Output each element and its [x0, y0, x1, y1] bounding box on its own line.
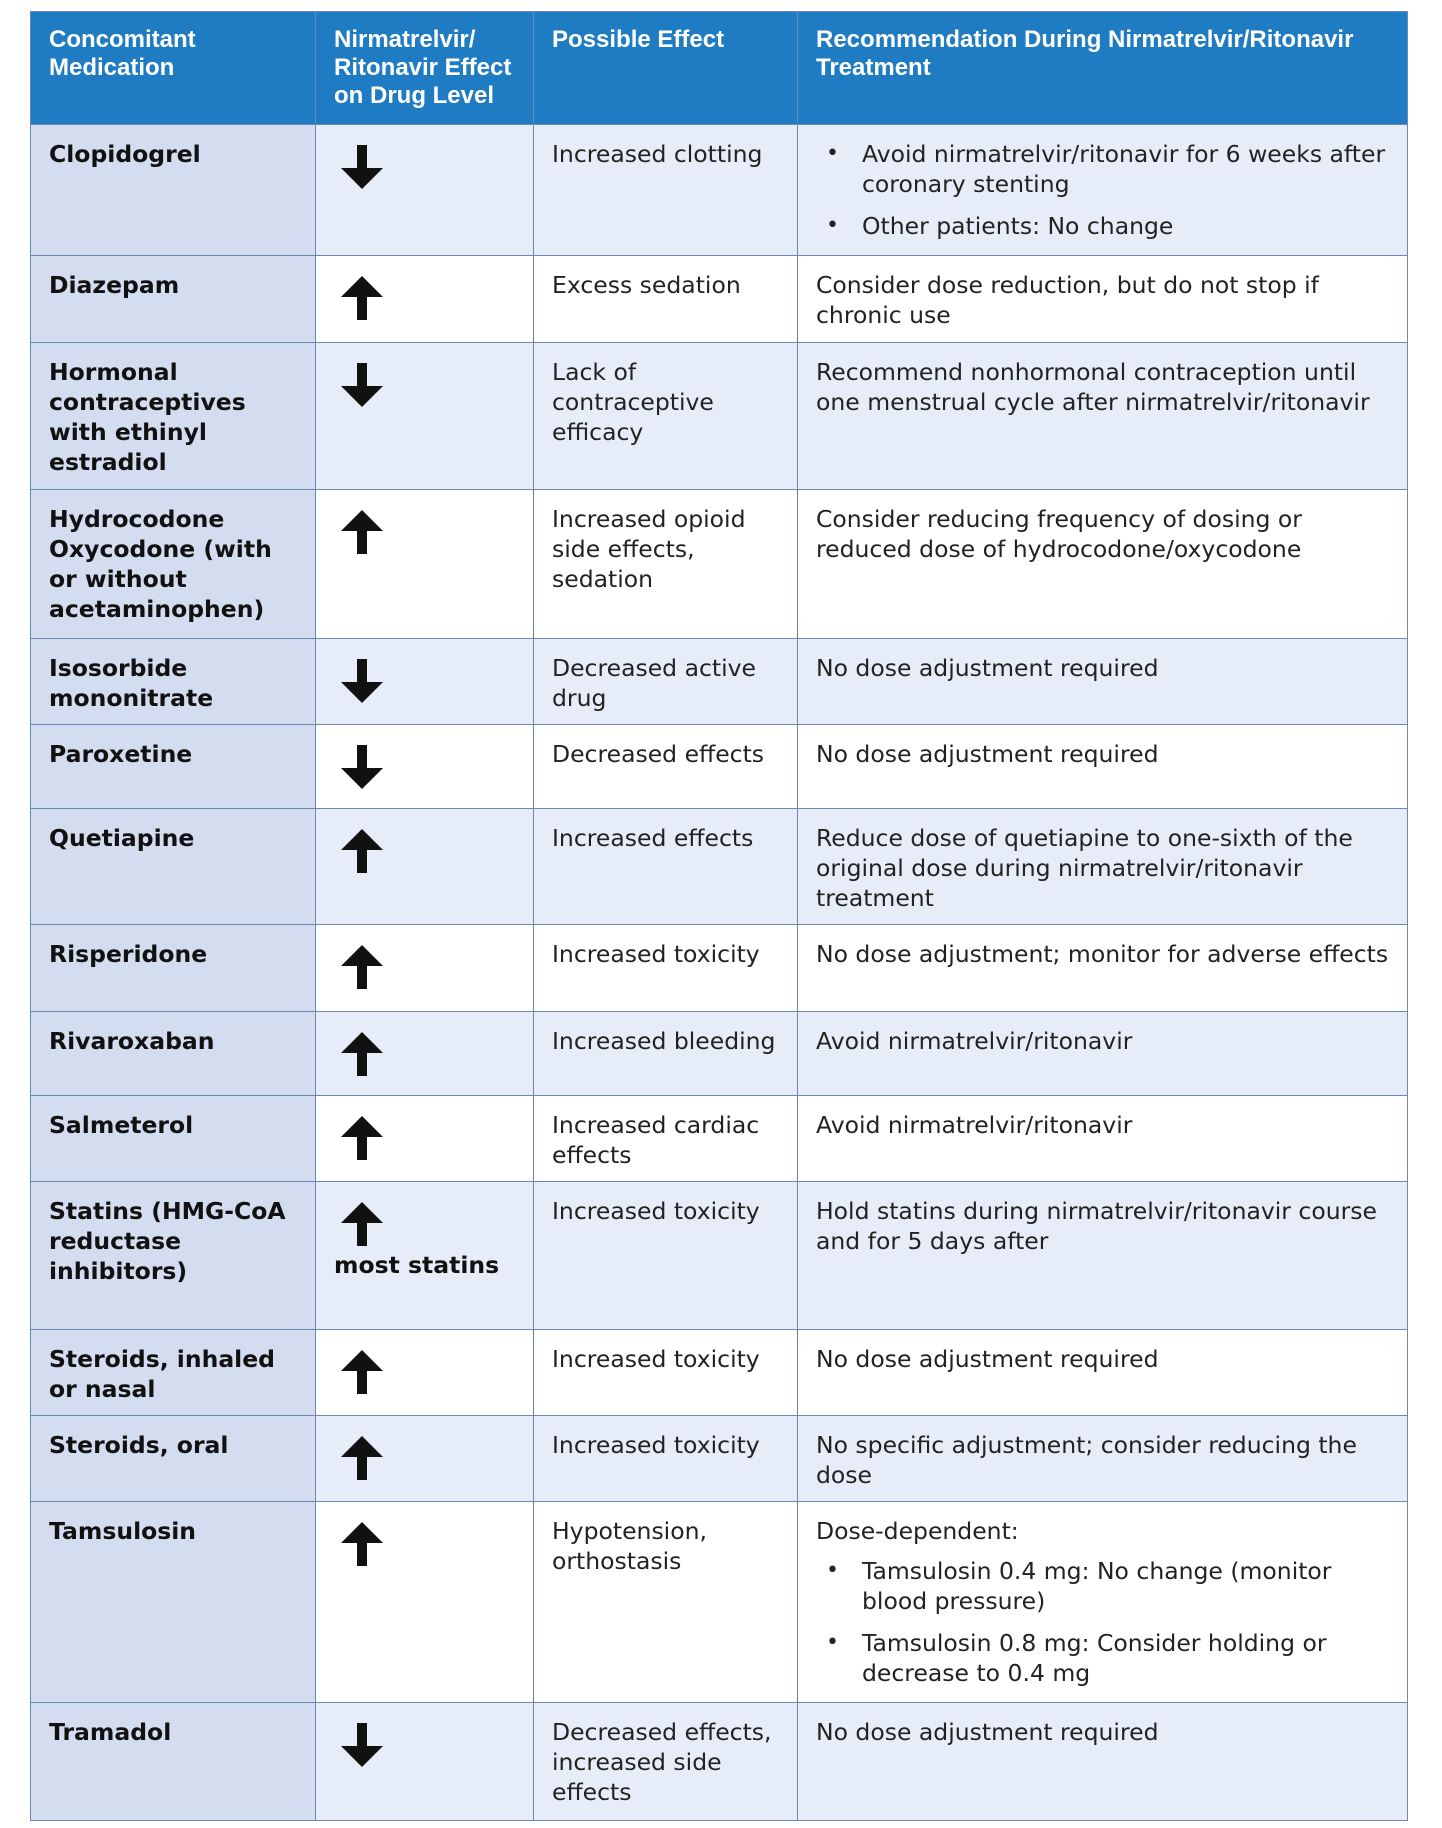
recommendation-text: Consider dose reduction, but do not stop if chronic use: [816, 271, 1319, 329]
possible-effect-cell: [534, 490, 798, 639]
medication-name: Hydrocodone Oxycodone (with or without acetaminophen): [49, 505, 272, 623]
drug-level-cell: [316, 725, 534, 809]
drug-level-cell: [316, 125, 534, 256]
drug-level-cell: [316, 1096, 534, 1182]
medication-cell: [31, 1096, 316, 1182]
medication-cell: [31, 639, 316, 725]
list-item: • Tamsulosin 0.4 mg: No change (monitor blood pressure): [816, 1556, 1389, 1616]
arrow-up-icon: [338, 1520, 386, 1568]
table-row: [31, 490, 1408, 639]
drug-level-cell: [316, 1703, 534, 1821]
recommendation-text: Reduce dose of quetiapine to one-sixth of the original dose during nirmatrelvir/ritonavir treatment: [816, 824, 1353, 912]
possible-effect-text: Decreased effects: [552, 740, 765, 768]
drug-interaction-table: [30, 11, 1408, 1821]
recommendation-cell: [798, 490, 1408, 639]
table-row: [31, 1416, 1408, 1502]
table-row: [31, 639, 1408, 725]
medication-cell: [31, 1330, 316, 1416]
medication-cell: [31, 1703, 316, 1821]
arrow-down-icon: [338, 361, 386, 409]
recommendation-bullets: [816, 1556, 1389, 1688]
arrow-up-icon: [338, 943, 386, 991]
drug-level-cell: [316, 1182, 534, 1330]
arrow-up-icon: [338, 1434, 386, 1482]
header-possible-effect: Possible Effect: [534, 12, 798, 125]
medication-name: Quetiapine: [49, 824, 195, 852]
drug-level-cell: [316, 1416, 534, 1502]
recommendation-cell: [798, 343, 1408, 490]
possible-effect-text: Decreased effects, increased side effects: [552, 1718, 772, 1806]
possible-effect-cell: [534, 125, 798, 256]
recommendation-text: No dose adjustment; monitor for adverse effects: [816, 940, 1389, 968]
medication-name: Rivaroxaban: [49, 1027, 215, 1055]
medication-name: Statins (HMG-CoA reductase inhibitors): [49, 1197, 286, 1285]
possible-effect-cell: [534, 1416, 798, 1502]
possible-effect-text: Excess sedation: [552, 271, 741, 299]
recommendation-cell: [798, 1703, 1408, 1821]
recommendation-cell: [798, 639, 1408, 725]
table-row: [31, 1502, 1408, 1703]
possible-effect-text: Increased toxicity: [552, 1345, 760, 1373]
recommendation-cell: [798, 1182, 1408, 1330]
table-row: [31, 925, 1408, 1012]
drug-level-cell: [316, 639, 534, 725]
recommendation-text: Avoid nirmatrelvir/ritonavir: [816, 1111, 1133, 1139]
table-row: [31, 1703, 1408, 1821]
recommendation-cell: [798, 256, 1408, 343]
possible-effect-cell: [534, 343, 798, 490]
drug-level-cell: [316, 1330, 534, 1416]
table-row: [31, 1182, 1408, 1330]
recommendation-cell: [798, 1012, 1408, 1096]
possible-effect-text: Increased toxicity: [552, 1431, 760, 1459]
medication-name: Risperidone: [49, 940, 208, 968]
arrow-down-icon: [338, 143, 386, 191]
table-row: [31, 125, 1408, 256]
possible-effect-cell: [534, 1182, 798, 1330]
arrow-up-icon: [338, 1114, 386, 1162]
arrow-up-icon: [338, 1348, 386, 1396]
possible-effect-text: Increased effects: [552, 824, 754, 852]
medication-cell: [31, 256, 316, 343]
possible-effect-text: Increased clotting: [552, 140, 763, 168]
possible-effect-cell: [534, 809, 798, 925]
medication-cell: [31, 1012, 316, 1096]
recommendation-text: No dose adjustment required: [816, 654, 1159, 682]
arrow-down-icon: [338, 657, 386, 705]
header-effect-on-drug-level: Nirmatrelvir/ Ritonavir Effect on Drug Level: [316, 12, 534, 125]
drug-level-note: most statins: [334, 1251, 500, 1279]
arrow-up-icon: [338, 1200, 386, 1248]
table-row: [31, 725, 1408, 809]
header-recommendation: Recommendation During Nirmatrelvir/Ritonavir Treatment: [798, 12, 1408, 125]
table-row: [31, 1012, 1408, 1096]
arrow-up-icon: [338, 508, 386, 556]
drug-level-cell: [316, 1502, 534, 1703]
possible-effect-cell: [534, 1096, 798, 1182]
possible-effect-text: Increased bleeding: [552, 1027, 776, 1055]
medication-name: Diazepam: [49, 271, 180, 299]
recommendation-cell: [798, 1502, 1408, 1703]
drug-level-cell: [316, 925, 534, 1012]
interaction-table-container: [30, 11, 1407, 1821]
table-header: [31, 12, 1408, 125]
medication-cell: [31, 725, 316, 809]
medication-name: Steroids, oral: [49, 1431, 229, 1459]
drug-level-cell: [316, 809, 534, 925]
possible-effect-cell: [534, 639, 798, 725]
medication-cell: [31, 1502, 316, 1703]
medication-name: Tramadol: [49, 1718, 172, 1746]
list-item: • Avoid nirmatrelvir/ritonavir for 6 weeks after coronary stenting: [816, 139, 1389, 199]
table-row: [31, 809, 1408, 925]
recommendation-bullets: [816, 139, 1389, 241]
table-row: [31, 1096, 1408, 1182]
possible-effect-cell: [534, 1502, 798, 1703]
header-concomitant-medication: Concomitant Medication: [31, 12, 316, 125]
arrow-up-icon: [338, 1030, 386, 1078]
arrow-up-icon: [338, 827, 386, 875]
recommendation-cell: [798, 125, 1408, 256]
medication-cell: [31, 1416, 316, 1502]
medication-name: Isosorbide mononitrate: [49, 654, 214, 712]
drug-level-cell: [316, 1012, 534, 1096]
possible-effect-text: Hypotension, orthostasis: [552, 1517, 707, 1575]
recommendation-text: Recommend nonhormonal contraception until one menstrual cycle after nirmatrelvir/ritonavir: [816, 358, 1370, 416]
medication-cell: [31, 925, 316, 1012]
recommendation-cell: [798, 809, 1408, 925]
medication-cell: [31, 343, 316, 490]
arrow-up-icon: [338, 274, 386, 322]
possible-effect-text: Lack of contraceptive efficacy: [552, 358, 714, 446]
medication-name: Steroids, inhaled or nasal: [49, 1345, 275, 1403]
possible-effect-cell: [534, 925, 798, 1012]
drug-level-cell: [316, 343, 534, 490]
possible-effect-text: Increased toxicity: [552, 1197, 760, 1225]
recommendation-cell: [798, 1416, 1408, 1502]
table-row: [31, 343, 1408, 490]
medication-cell: [31, 809, 316, 925]
medication-name: Salmeterol: [49, 1111, 194, 1139]
recommendation-text: No dose adjustment required: [816, 740, 1159, 768]
recommendation-text: Avoid nirmatrelvir/ritonavir: [816, 1027, 1133, 1055]
recommendation-cell: [798, 725, 1408, 809]
medication-cell: [31, 490, 316, 639]
table-row: [31, 256, 1408, 343]
possible-effect-text: Increased toxicity: [552, 940, 760, 968]
possible-effect-text: Decreased active drug: [552, 654, 756, 712]
medication-name: Hormonal contraceptives with ethinyl estradiol: [49, 358, 246, 476]
possible-effect-cell: [534, 1012, 798, 1096]
recommendation-text: Dose-dependent:: [816, 1517, 1019, 1545]
table-body: [31, 125, 1408, 1821]
recommendation-cell: [798, 1330, 1408, 1416]
medication-name: Clopidogrel: [49, 140, 201, 168]
list-item: • Tamsulosin 0.8 mg: Consider holding or decrease to 0.4 mg: [816, 1628, 1389, 1688]
possible-effect-text: Increased cardiac effects: [552, 1111, 760, 1169]
possible-effect-cell: [534, 1330, 798, 1416]
medication-cell: [31, 125, 316, 256]
medication-name: Tamsulosin: [49, 1517, 197, 1545]
possible-effect-text: Increased opioid side effects, sedation: [552, 505, 746, 593]
list-item: • Other patients: No change: [816, 211, 1389, 241]
recommendation-text: Consider reducing frequency of dosing or reduced dose of hydrocodone/oxycodone: [816, 505, 1302, 563]
arrow-down-icon: [338, 1721, 386, 1769]
medication-name: Paroxetine: [49, 740, 193, 768]
recommendation-text: No dose adjustment required: [816, 1718, 1159, 1746]
arrow-down-icon: [338, 743, 386, 791]
drug-level-cell: [316, 256, 534, 343]
medication-cell: [31, 1182, 316, 1330]
recommendation-text: No dose adjustment required: [816, 1345, 1159, 1373]
recommendation-cell: [798, 1096, 1408, 1182]
possible-effect-cell: [534, 725, 798, 809]
drug-level-cell: [316, 490, 534, 639]
table-row: [31, 1330, 1408, 1416]
recommendation-text: No specific adjustment; consider reducing the dose: [816, 1431, 1357, 1489]
recommendation-text: Hold statins during nirmatrelvir/ritonavir course and for 5 days after: [816, 1197, 1377, 1255]
recommendation-cell: [798, 925, 1408, 1012]
possible-effect-cell: [534, 256, 798, 343]
possible-effect-cell: [534, 1703, 798, 1821]
